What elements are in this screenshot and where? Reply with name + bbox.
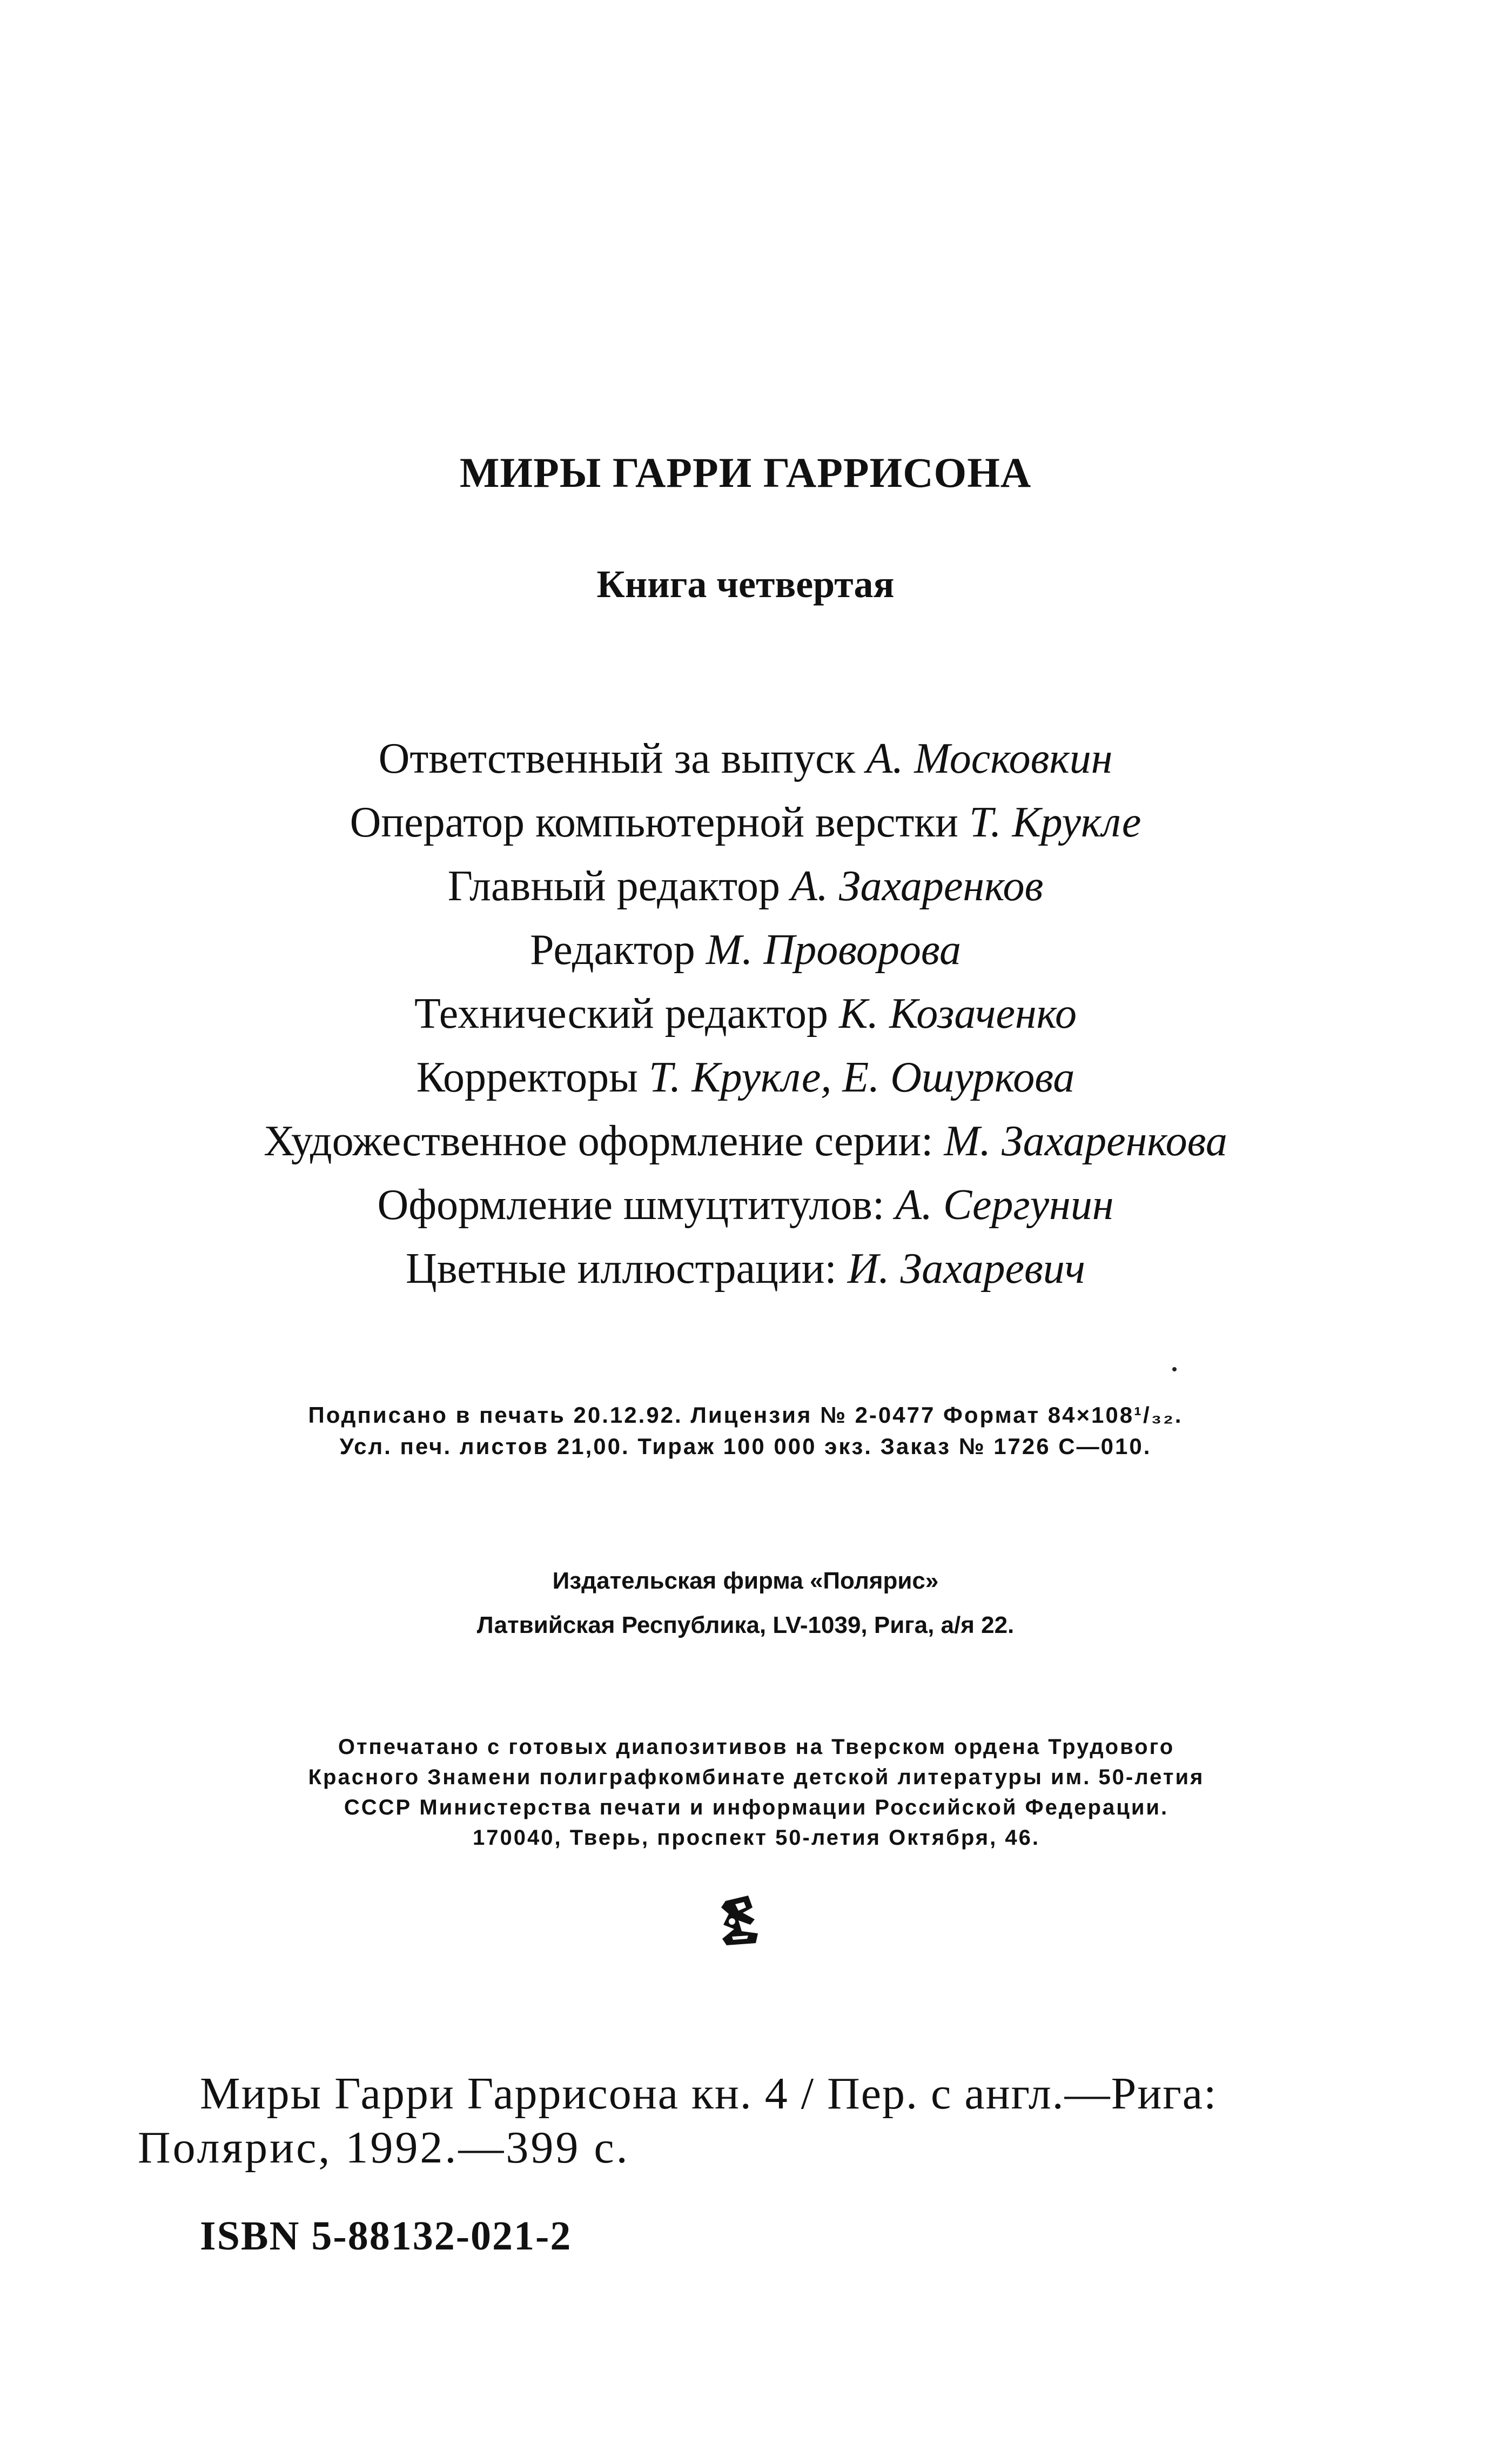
credit-line xyxy=(0,982,1491,1046)
credit-name: Т. Крукле, Е. Ошуркова xyxy=(648,1054,1075,1101)
biblio-line: Полярис, 1992.—399 с. xyxy=(138,2122,630,2173)
bibliographic-record xyxy=(138,2067,1380,2175)
print-info xyxy=(0,1400,1491,1462)
credit-line xyxy=(0,791,1491,854)
credit-line xyxy=(0,1237,1491,1301)
printer-info xyxy=(238,1732,1275,1853)
credit-role: Оператор компьютерной верстки xyxy=(350,799,958,846)
credit-name: И. Захаревич xyxy=(847,1245,1085,1293)
credit-line xyxy=(0,1046,1491,1109)
credit-role: Главный редактор xyxy=(447,862,780,910)
series-title: МИРЫ ГАРРИ ГАРРИСОНА xyxy=(459,449,1032,496)
credit-name: К. Козаченко xyxy=(838,990,1077,1037)
credit-line xyxy=(0,918,1491,982)
credit-role: Редактор xyxy=(529,926,695,974)
credit-name: Т. Крукле xyxy=(969,799,1141,846)
credit-role: Оформление шмуцтитулов: xyxy=(377,1181,885,1229)
credit-role: Технический редактор xyxy=(414,990,828,1037)
credit-name: М. Проворова xyxy=(706,926,962,974)
publisher-mark-icon xyxy=(710,1891,770,1951)
credit-line xyxy=(0,1109,1491,1173)
book-number: Книга четвертая xyxy=(596,563,895,606)
credit-name: М. Захаренкова xyxy=(944,1117,1227,1165)
print-info-line: Подписано в печать 20.12.92. Лицензия № 2-0477 Формат 84×108¹/₃₂. xyxy=(308,1402,1183,1428)
biblio-line: Миры Гарри Гаррисона кн. 4 / Пер. с англ.—Рига: xyxy=(200,2068,1218,2119)
credit-line xyxy=(0,727,1491,791)
credits-list xyxy=(0,727,1491,1301)
printer-line: Отпечатано с готовых диапозитивов на Тверском ордена Трудового xyxy=(338,1735,1175,1759)
credit-name: А. Захаренков xyxy=(790,862,1044,910)
credit-role: Цветные иллюстрации: xyxy=(406,1245,837,1293)
credit-name: А. Сергунин xyxy=(895,1181,1114,1229)
credit-line xyxy=(0,854,1491,918)
print-info-line: Усл. печ. листов 21,00. Тираж 100 000 экз. Заказ № 1726 С—010. xyxy=(339,1434,1152,1459)
publisher-name: Издательская фирма «Полярис» xyxy=(552,1568,939,1594)
credit-role: Художественное оформление серии: xyxy=(264,1117,933,1165)
credit-role: Ответственный за выпуск xyxy=(378,735,856,782)
print-speck xyxy=(1172,1367,1177,1371)
publisher-info xyxy=(0,1559,1491,1648)
printer-line: СССР Министерства печати и информации Российской Федерации. xyxy=(344,1796,1169,1819)
printer-line: Красного Знамени полиграфкомбинате детской литературы им. 50-летия xyxy=(308,1765,1205,1789)
credit-line xyxy=(0,1173,1491,1237)
publisher-address: Латвийская Республика, LV-1039, Рига, а/я 22. xyxy=(476,1612,1015,1638)
credit-role: Корректоры xyxy=(416,1054,638,1101)
credit-name: А. Московкин xyxy=(866,735,1113,782)
isbn: ISBN 5-88132-021-2 xyxy=(200,2213,572,2259)
printer-line: 170040, Тверь, проспект 50-летия Октября, 46. xyxy=(473,1826,1040,1850)
